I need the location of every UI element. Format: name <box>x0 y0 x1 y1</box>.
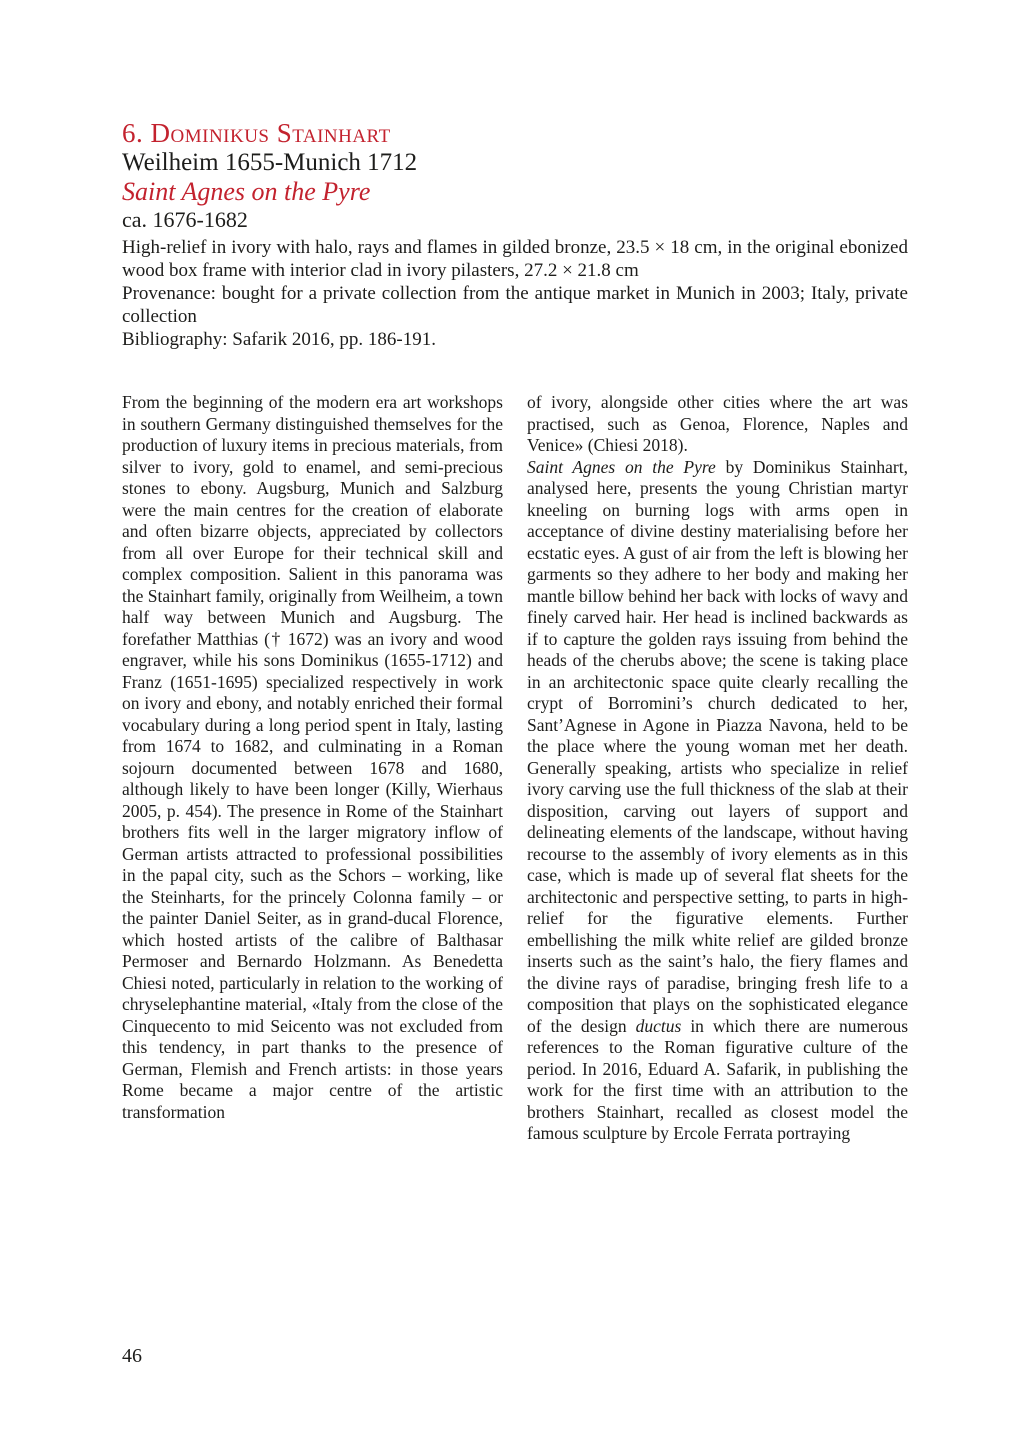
bibliography-line: Bibliography: Safarik 2016, pp. 186-191. <box>122 329 436 350</box>
right-column-paragraph-continuation: of ivory, alongside other cities where the art was practised, such as Genoa, Florence, Naples and Venice» (Chiesi 2018). <box>527 392 908 455</box>
page-number: 46 <box>122 1345 142 1367</box>
left-column-paragraph: From the beginning of the modern era art workshops in southern Germany distinguished themselves for the production of luxury items in precious materials, from silver to ivory, gold to enamel, and semi-precious stones to ebony. Augsburg, Munich and Salzburg were the main centres for the creation of elaborate and often bizarre objects, appreciated by collectors from all over Europe for their technical skill and complex composition. Salient in this panorama was the Stainhart family, originally from Weilheim, a town half way between Munich and Augsburg. The forefather Matthias († 1672) was an ivory and wood engraver, while his sons Dominikus (1655-1712) and Franz (1651-1695) specialized respectively in work on ivory and ebony, and notably enriched their formal vocabulary during a long period spent in Italy, lasting from 1674 to 1682, and culminating in a Roman sojourn documented between 1678 and 1680, although likely to have been longer (Killy, Wierhaus 2005, p. 454). The presence in Rome of the Stainhart brothers fits well in the larger migratory inflow of German artists attracted to professional possibilities in the papal city, such as the Schors – working, like the Steinharts, for the princely Colonna family – or the painter Daniel Seiter, as in grand-ducal Florence, which hosted artists of the calibre of Balthasar Permoser and Bernardo Holzmann. As Benedetta Chiesi noted, particularly in relation to the working of chryselephantine material, «Italy from the close of the Cinquecento to mid Seicento was not excluded from this tendency, in part thanks to the presence of German, Flemish and French artists: in those years Rome became a major centre of the artistic transformation <box>122 392 503 1122</box>
artist-life-dates: Weilheim 1655-Munich 1712 <box>122 149 418 176</box>
right-column <box>527 392 908 1145</box>
page-content <box>122 118 908 1145</box>
artwork-dating: ca. 1676-1682 <box>122 207 248 232</box>
left-column <box>122 392 503 1145</box>
right-column-paragraph-artwork-analysis: Saint Agnes on the Pyre by Dominikus Stainhart, analysed here, presents the young Christian martyr kneeling on burning logs with arms open in acceptance of divine destiny materialising before her ecstatic eyes. A gust of air from the left is blowing her garments so they adhere to her body and making her mantle billow behind her back with locks of wavy and finely carved hair. Her head is inclined backwards as if to capture the golden rays issuing from behind the heads of the cherubs above; the scene is taking place in an architectonic space quite clearly recalling the crypt of Borromini’s church dedicated to her, Sant’Agnese in Agone in Piazza Navona, held to be the place where the young woman met her death. Generally speaking, artists who specialize in relief ivory carving use the full thickness of the slab at their disposition, carving out layers of support and delineating elements of the landscape, without having recourse to the assembly of ivory elements as in this case, which is made up of several flat sheets for the architectonic and perspective setting, to parts in high-relief for the figurative elements. Further embellishing the milk white relief are gilded bronze inserts such as the saint’s halo, the fiery flames and the divine rays of paradise, bringing fresh life to a composition that plays on the sophisticated elegance of the design ductus in which there are numerous references to the Roman figurative culture of the period. In 2016, Eduard A. Safarik, in publishing the work for the first time with an attribution to the brothers Stainhart, recalled as closest model the famous sculpture by Ercole Ferrata portraying <box>527 456 909 1143</box>
medium-and-dimensions: High-relief in ivory with halo, rays and flames in gilded bronze, 23.5 × 18 cm, in the original ebonized wood box frame with interior clad in ivory pilasters, 27.2 × 21.8 cm <box>122 237 908 281</box>
body-text-columns <box>122 392 908 1145</box>
catalog-entry-header <box>122 118 908 351</box>
provenance-line: Provenance: bought for a private collection from the antique market in Munich in 2003; Italy, private collection <box>122 283 908 327</box>
artwork-title: Saint Agnes on the Pyre <box>122 177 371 206</box>
entry-number-and-artist-title: 6. Dominikus Stainhart <box>122 118 391 148</box>
